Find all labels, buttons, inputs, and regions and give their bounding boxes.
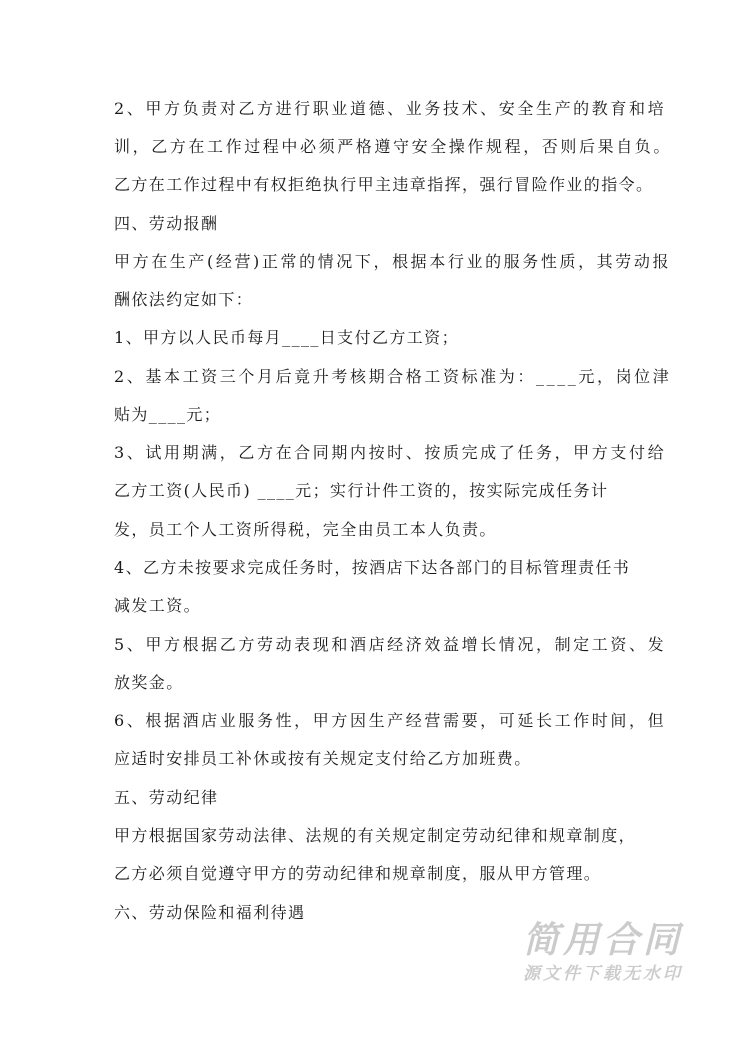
text-line: 2、基本工资三个月后竟升考核期合格工资标准为：____元，岗位津 xyxy=(114,367,672,386)
watermark-title: 简用合同 xyxy=(522,920,683,961)
text-line: 乙方必须自觉遵守甲方的劳动纪律和规章制度，服从甲方管理。 xyxy=(114,864,602,883)
watermark-subtitle: 源文件下载无水印 xyxy=(523,964,683,984)
text-line: 减发工资。 xyxy=(114,596,202,615)
text-line: 乙方在工作过程中有权拒绝执行甲主违章指挥，强行冒险作业的指令。 xyxy=(114,175,654,194)
text-line: 5、甲方根据乙方劳动表现和酒店经济效益增长情况，制定工资、发 xyxy=(114,635,667,654)
text-line: 贴为____元； xyxy=(114,405,222,424)
section-heading: 六、劳动保险和福利待遇 xyxy=(114,903,306,922)
text-line: 放奖金。 xyxy=(114,673,184,692)
text-line: 2、甲方负责对乙方进行职业道德、业务技术、安全生产的教育和培 xyxy=(114,99,667,118)
text-line: 6、根据酒店业服务性，甲方因生产经营需要，可延长工作时间，但 xyxy=(114,711,667,730)
text-line: 甲方在生产(经营)正常的情况下，根据本行业的服务性质，其劳动报 xyxy=(114,252,672,271)
text-line: 甲方根据国家劳动法律、法规的有关规定制定劳动纪律和规章制度， xyxy=(114,826,637,845)
text-line: 3、试用期满，乙方在合同期内按时、按质完成了任务，甲方支付给 xyxy=(114,443,667,462)
text-line: 发，员工个人工资所得税，完全由员工本人负责。 xyxy=(114,520,497,539)
text-line: 1、甲方以人民币每月____日支付乙方工资； xyxy=(114,328,459,347)
text-line: 训，乙方在工作过程中必须严格遵守安全操作规程，否则后果自负。 xyxy=(114,137,673,156)
section-heading: 五、劳动纪律 xyxy=(114,788,219,807)
watermark-logo xyxy=(508,920,698,1000)
text-line: 4、乙方未按要求完成任务时，按酒店下达各部门的目标管理责任书 xyxy=(114,558,631,577)
section-heading: 四、劳动报酬 xyxy=(114,214,219,233)
text-line: 应适时安排员工补休或按有关规定支付给乙方加班费。 xyxy=(114,749,532,768)
text-line: 乙方工资(人民币) ____元；实行计件工资的，按实际完成任务计 xyxy=(114,481,609,500)
text-line: 酬依法约定如下： xyxy=(114,290,254,309)
